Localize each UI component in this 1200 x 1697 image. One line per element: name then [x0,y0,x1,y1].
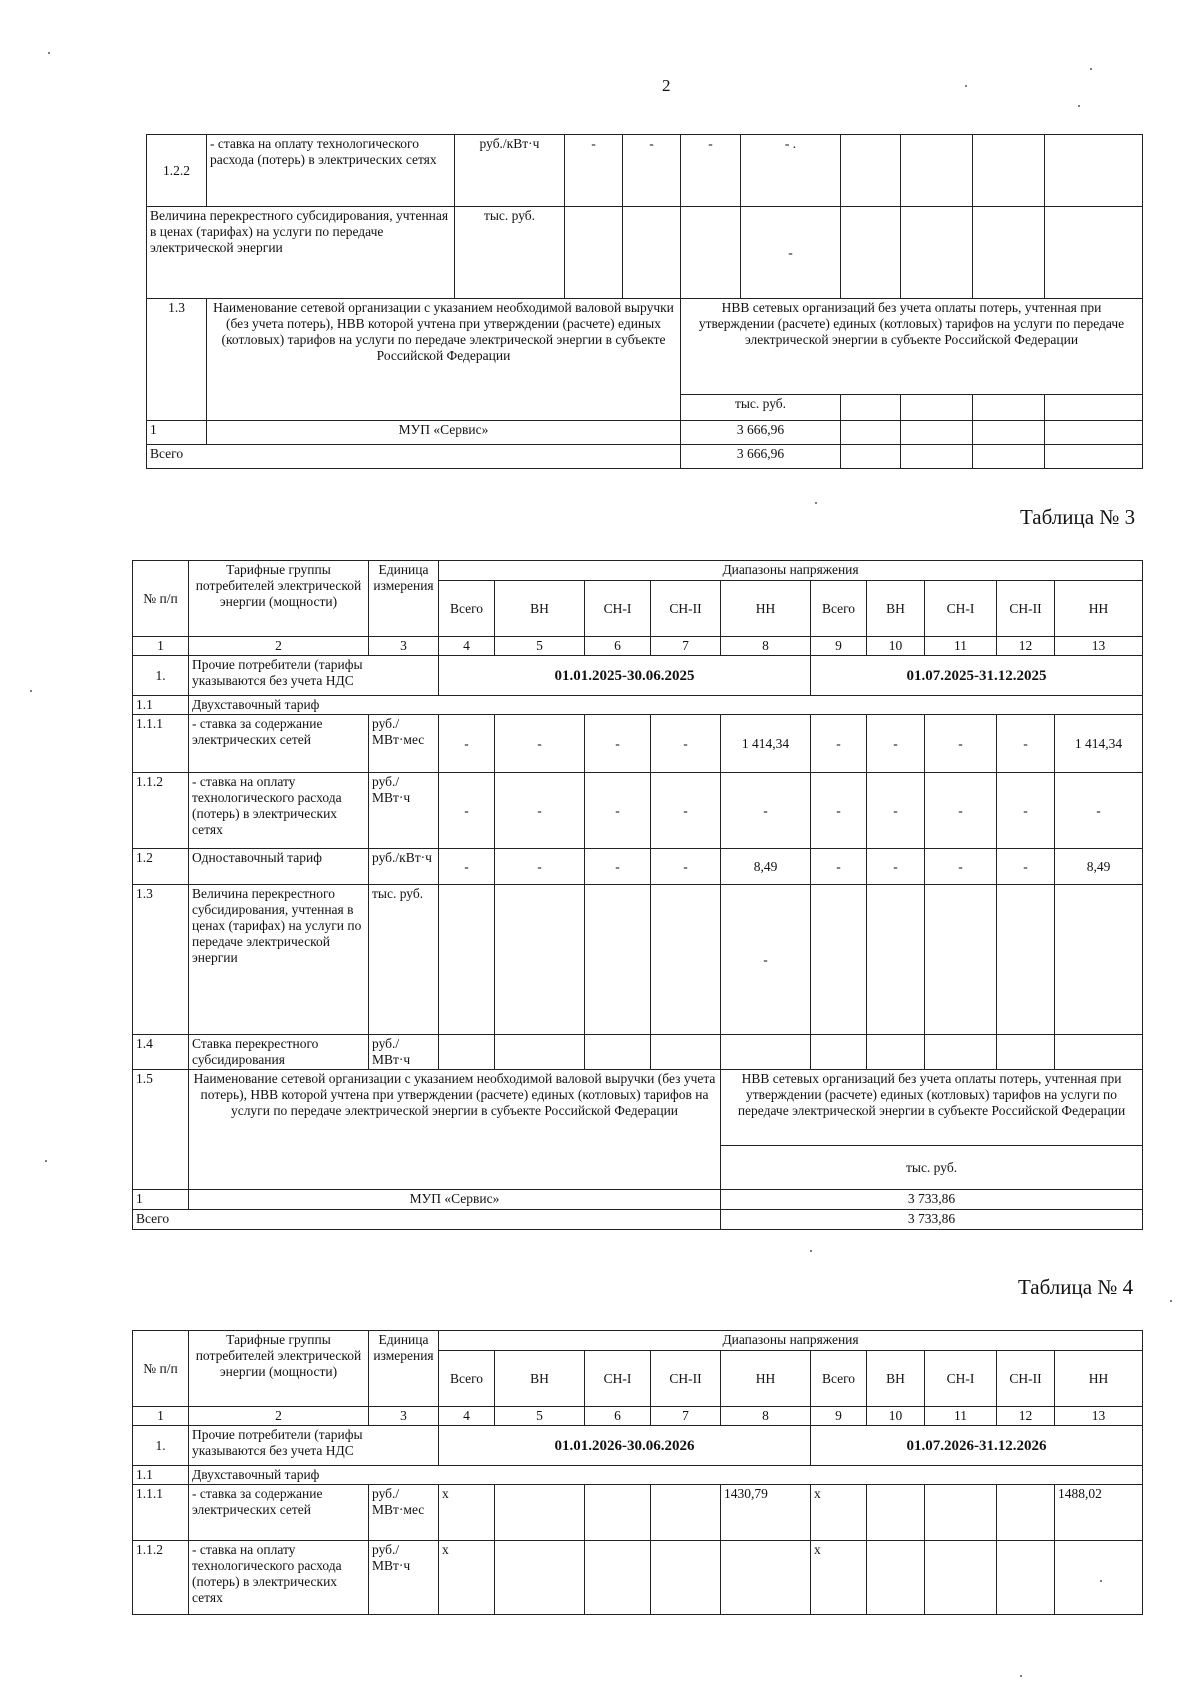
row-number: 1.2 [133,849,189,885]
cell-value [1055,1541,1143,1615]
voltage-ranges-header: Диапазоны напряжения [439,1331,1143,1351]
table-row [133,849,1143,885]
row-number: 1.1.1 [133,1485,189,1541]
nvv-unit: тыс. руб. [721,1146,1143,1190]
total-label: Всего [147,445,681,469]
table-row [133,1210,1143,1230]
cell-value: - [495,849,585,885]
row-name: Величина перекрестного субсидирования, учтенная в ценах (тарифах) на услуги по передаче электрической энергии [189,885,369,1035]
row-number: 1.4 [133,1035,189,1070]
col-header: СН-II [651,581,721,637]
total-value: 3 733,86 [721,1210,1143,1230]
row-name: Двухставочный тариф [189,696,1143,715]
col-header: НН [721,1351,811,1407]
row-name: Величина перекрестного субсидирования, учтенная в ценах (тарифах) на услуги по передаче электрической энергии [147,207,455,299]
table-2 [146,134,1143,469]
col-number: 4 [439,637,495,656]
col-number: 6 [585,637,651,656]
row-number: 1.2.2 [147,135,207,207]
cell-value [925,1485,997,1541]
cell-value: - [867,715,925,773]
table-row [133,885,1143,1035]
row-unit: руб./МВт·ч [369,1541,439,1615]
table-row [133,715,1143,773]
col-number: 7 [651,1407,721,1426]
cell-value: - [439,849,495,885]
cell-value: - [495,773,585,849]
cell-value: - [867,849,925,885]
row-name: Прочие потребители (тарифы указываются без учета НДС [189,656,439,696]
nvv-header: НВВ сетевых организаций без учета оплаты потерь, учтенная при утверждении (расчете) единых (котловых) тарифов на услуги по передаче электрической энергии в субъекте Российской Федерации [681,299,1143,395]
table-4 [132,1330,1143,1615]
col-number: 2 [189,1407,369,1426]
col-header: Всего [439,1351,495,1407]
cell-value: x [811,1541,867,1615]
scan-speck [1100,1580,1102,1582]
row-name: Одноставочный тариф [189,849,369,885]
nvv-header: НВВ сетевых организаций без учета оплаты потерь, учтенная при утверждении (расчете) единых (котловых) тарифов на услуги по передаче электрической энергии в субъекте Российской Федерации [721,1070,1143,1146]
row-unit: руб./кВт·ч [369,849,439,885]
col-number: 13 [1055,1407,1143,1426]
scan-speck [815,502,817,504]
col-header: ВН [495,581,585,637]
col-number: 2 [189,637,369,656]
col-number-header: № п/п [133,561,189,637]
scan-speck [45,1160,47,1162]
col-number: 12 [997,637,1055,656]
col-number-row [133,637,1143,656]
row-name: Ставка перекрестного субсидирования [189,1035,369,1070]
cell-value: - [1055,773,1143,849]
cell-value [867,1541,925,1615]
cell-value: - [811,773,867,849]
table-row [147,299,1143,395]
table-row [147,421,1143,445]
row-number: 1.1 [133,1466,189,1485]
row-name: - ставка за содержание электрических сетей [189,1485,369,1541]
cell-value: - [651,715,721,773]
voltage-ranges-header: Диапазоны напряжения [439,561,1143,581]
cell-value [925,1541,997,1615]
col-unit-header: Единица измерения [369,561,439,637]
cell-value: - [925,773,997,849]
col-header: СН-I [585,581,651,637]
table-row [133,1426,1143,1466]
col-number: 12 [997,1407,1055,1426]
col-number: 9 [811,1407,867,1426]
row-number: 1 [133,1190,189,1210]
col-header: СН-I [585,1351,651,1407]
col-number-row [133,1407,1143,1426]
col-number: 10 [867,1407,925,1426]
cell-value: 1 414,34 [721,715,811,773]
col-number: 5 [495,637,585,656]
total-value: 3 666,96 [681,445,841,469]
table-row [147,207,1143,299]
table-row [133,773,1143,849]
cell-value: 1430,79 [721,1485,811,1541]
cell-value: - [721,773,811,849]
period-1: 01.01.2025-30.06.2025 [439,656,811,696]
col-number: 3 [369,1407,439,1426]
scan-speck [30,690,32,692]
col-header: Всего [811,1351,867,1407]
table-row [133,1485,1143,1541]
scan-speck [1020,1675,1022,1677]
row-number: 1. [133,1426,189,1466]
org-name: МУП «Сервис» [189,1190,721,1210]
row-unit: руб./МВт·ч [369,1035,439,1070]
cell-value: - [585,849,651,885]
col-number: 6 [585,1407,651,1426]
period-2: 01.07.2026-31.12.2026 [811,1426,1143,1466]
org-name: МУП «Сервис» [207,421,681,445]
cell-value: - [997,715,1055,773]
scan-speck [965,85,967,87]
period-2: 01.07.2025-31.12.2025 [811,656,1143,696]
cell-value: x [811,1485,867,1541]
row-name: Прочие потребители (тарифы указываются без учета НДС [189,1426,439,1466]
table-row [133,1070,1143,1146]
cell-value [651,1485,721,1541]
col-header: СН-I [925,1351,997,1407]
row-number: 1.3 [133,885,189,1035]
cell-value [651,1541,721,1615]
col-header: СН-II [651,1351,721,1407]
table-row [147,135,1143,207]
row-number: 1.5 [133,1070,189,1190]
scan-speck [810,1250,812,1252]
row-number: 1.1.2 [133,1541,189,1615]
row-name: - ставка на оплату технологического расхода (потерь) в электрических сетях [207,135,455,207]
nvv-unit: тыс. руб. [681,395,841,421]
cell-value: - [585,773,651,849]
row-unit: тыс. руб. [369,885,439,1035]
table-row [133,1466,1143,1485]
cell-value: - [867,773,925,849]
col-header: СН-II [997,1351,1055,1407]
col-number: 11 [925,637,997,656]
scan-speck [1170,1300,1172,1302]
cell-value [495,1541,585,1615]
col-number: 11 [925,1407,997,1426]
col-header: Всего [811,581,867,637]
row-unit: руб./МВт·ч [369,773,439,849]
cell-value [721,1541,811,1615]
network-org-header: Наименование сетевой организации с указанием необходимой валовой выручки (без учета потерь), НВВ которой учтена при утверждении (расчете) единых (котловых) тарифов на услуги по передаче электрической энергии в субъекте Российской Федерации [207,299,681,421]
col-group-header: Тарифные группы потребителей электрической энергии (мощности) [189,1331,369,1407]
row-number: 1.1.1 [133,715,189,773]
table-4-caption: Таблица № 4 [1018,1275,1134,1299]
scan-speck [48,52,50,54]
cell-value: - [721,885,811,1035]
col-header: НН [1055,1351,1143,1407]
col-header: ВН [867,1351,925,1407]
col-header: СН-I [925,581,997,637]
table-header-row [133,1331,1143,1351]
col-header: НН [1055,581,1143,637]
cell-value: - [741,207,841,299]
col-number: 3 [369,637,439,656]
row-unit: руб./кВт·ч [455,135,565,207]
col-number: 8 [721,637,811,656]
cell-value: - [997,773,1055,849]
cell-value [585,1485,651,1541]
col-number: 8 [721,1407,811,1426]
table-row [133,1035,1143,1070]
table-row [133,696,1143,715]
org-value: 3 733,86 [721,1190,1143,1210]
table-row [133,1541,1143,1615]
cell-value: - [439,773,495,849]
col-group-header: Тарифные группы потребителей электрической энергии (мощности) [189,561,369,637]
table-row [133,1190,1143,1210]
cell-value [495,1485,585,1541]
row-number: 1.1 [133,696,189,715]
cell-value: - [681,135,741,207]
cell-value [997,1541,1055,1615]
network-org-header: Наименование сетевой организации с указанием необходимой валовой выручки (без учета потерь), НВВ которой учтена при утверждении (расчете) единых (котловых) тарифов на услуги по передаче электрической энергии в субъекте Российской Федерации [189,1070,721,1190]
period-1: 01.01.2026-30.06.2026 [439,1426,811,1466]
col-number: 1 [133,1407,189,1426]
col-number: 9 [811,637,867,656]
cell-value: 8,49 [721,849,811,885]
row-number: 1.1.2 [133,773,189,849]
cell-value: - . [741,135,841,207]
cell-value [585,1541,651,1615]
table-3 [132,560,1143,1230]
row-unit: руб./МВт·мес [369,715,439,773]
cell-value [867,1485,925,1541]
cell-value: x [439,1485,495,1541]
table-row [133,656,1143,696]
col-number: 7 [651,637,721,656]
scan-speck [1078,105,1080,107]
scan-speck [1090,68,1092,70]
cell-value: - [495,715,585,773]
cell-value: - [811,849,867,885]
row-name: - ставка за содержание электрических сетей [189,715,369,773]
col-number: 5 [495,1407,585,1426]
cell-value: - [925,849,997,885]
cell-value: - [651,773,721,849]
cell-value: - [651,849,721,885]
cell-value: 1 414,34 [1055,715,1143,773]
row-name: - ставка на оплату технологического расхода (потерь) в электрических сетях [189,1541,369,1615]
table-3-caption: Таблица № 3 [1020,505,1136,529]
cell-value: - [439,715,495,773]
cell-value: - [997,849,1055,885]
col-header: НН [721,581,811,637]
col-number: 10 [867,637,925,656]
col-header: ВН [867,581,925,637]
cell-value: - [623,135,681,207]
table-row [147,445,1143,469]
row-name: Двухставочный тариф [189,1466,1143,1485]
col-header: ВН [495,1351,585,1407]
row-name: - ставка на оплату технологического расхода (потерь) в электрических сетях [189,773,369,849]
col-number-header: № п/п [133,1331,189,1407]
col-header: СН-II [997,581,1055,637]
row-number: 1 [147,421,207,445]
col-number: 1 [133,637,189,656]
col-number: 4 [439,1407,495,1426]
cell-value: - [585,715,651,773]
row-number: 1.3 [147,299,207,421]
cell-value: 8,49 [1055,849,1143,885]
cell-value: - [565,135,623,207]
page-number: 2 [662,76,671,95]
col-header: Всего [439,581,495,637]
table-header-row [133,561,1143,581]
cell-value: 1488,02 [1055,1485,1143,1541]
row-number: 1. [133,656,189,696]
cell-value: - [925,715,997,773]
col-number: 13 [1055,637,1143,656]
row-unit: руб./МВт·мес [369,1485,439,1541]
cell-value: - [811,715,867,773]
total-label: Всего [133,1210,721,1230]
cell-value [997,1485,1055,1541]
col-unit-header: Единица измерения [369,1331,439,1407]
row-unit: тыс. руб. [455,207,565,299]
org-value: 3 666,96 [681,421,841,445]
cell-value: x [439,1541,495,1615]
